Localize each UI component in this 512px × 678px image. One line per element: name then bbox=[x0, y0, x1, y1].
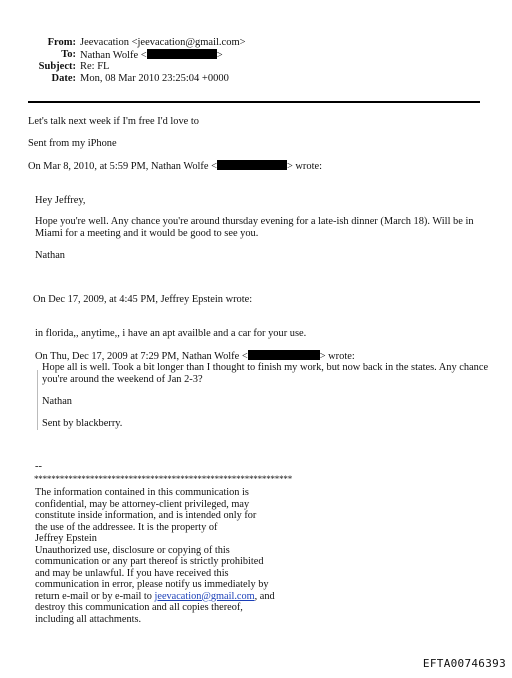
disclaimer-line: destroy this communication and all copies thereof, bbox=[35, 602, 243, 613]
disclaimer-line: Unauthorized use, disclosure or copying of this bbox=[35, 544, 230, 556]
disclaimer-line: The information contained in this communication is bbox=[35, 487, 249, 498]
disclaimer-line: communication in error, please notify us immediately by bbox=[35, 579, 269, 590]
quote-header-1-prefix: On Mar 8, 2010, at 5:59 PM, Nathan Wolfe < bbox=[28, 161, 217, 172]
disclaimer-email-prefix: return e-mail or by e-mail to bbox=[35, 590, 155, 602]
paragraph-2-line-2: you're around the weekend of Jan 2-3? bbox=[42, 374, 203, 385]
quote-bar bbox=[37, 370, 38, 430]
reply-line: Let's talk next week if I'm free I'd love to bbox=[28, 116, 199, 127]
redaction-box bbox=[248, 350, 320, 360]
disclaimer-line: confidential, may be attorney-client privileged, may bbox=[35, 498, 250, 510]
disclaimer-line: communication or any part thereof is strictly prohibited bbox=[35, 556, 264, 567]
quote-header-1 bbox=[28, 160, 322, 173]
disclaimer-line: Jeffrey Epstein bbox=[35, 533, 97, 544]
document-id: EFTA00746393 bbox=[422, 657, 506, 670]
paragraph-2-line-1: Hope all is well. Took a bit longer than I thought to finish my work, but now back in the states. Any chance bbox=[42, 362, 489, 373]
date-label: Date: bbox=[51, 73, 76, 84]
paragraph-1-line-2: Miami for a meeting and it would be good to see you. bbox=[35, 228, 259, 239]
signature-dashes: -- bbox=[35, 461, 42, 472]
signature-1: Nathan bbox=[35, 250, 66, 261]
subject-label: Subject: bbox=[38, 61, 76, 72]
greeting: Hey Jeffrey, bbox=[35, 195, 86, 206]
stars-divider: ************************************************************ bbox=[34, 474, 293, 484]
sent-from-line: Sent from my iPhone bbox=[28, 138, 117, 149]
redaction-box bbox=[217, 160, 287, 170]
disclaimer-line: and may be unlawful. If you have received this bbox=[35, 567, 229, 579]
disclaimer-block bbox=[35, 487, 275, 625]
quote-header-2: On Dec 17, 2009, at 4:45 PM, Jeffrey Epstein wrote: bbox=[33, 294, 253, 305]
disclaimer-line: constitute inside information, and is intended only for bbox=[35, 510, 257, 521]
sent-by-line: Sent by blackberry. bbox=[42, 418, 123, 429]
date-value: Mon, 08 Mar 2010 23:25:04 +0000 bbox=[80, 73, 229, 84]
to-label: To: bbox=[61, 49, 76, 60]
to-value-prefix: Nathan Wolfe < bbox=[80, 50, 147, 61]
disclaimer-line: the use of the addressee. It is the property of bbox=[35, 521, 218, 533]
quote-header-3-prefix: On Thu, Dec 17, 2009 at 7:29 PM, Nathan Wolfe < bbox=[35, 351, 248, 362]
redaction-box bbox=[147, 49, 217, 59]
subject-value: Re: FL bbox=[80, 61, 110, 72]
disclaimer-line: including all attachments. bbox=[35, 613, 142, 625]
disclaimer-email-suffix: , and bbox=[254, 590, 275, 602]
paragraph-1-line-1: Hope you're well. Any chance you're around thursday evening for a late-ish dinner (March 18). Will be in bbox=[35, 216, 474, 227]
to-value-suffix: > bbox=[216, 50, 223, 61]
disclaimer-line-email bbox=[35, 591, 275, 603]
quote-header-1-suffix: > wrote: bbox=[286, 161, 322, 172]
quote-header-3-suffix: > wrote: bbox=[319, 351, 355, 362]
from-value: Jeevacation <jeevacation@gmail.com> bbox=[80, 37, 246, 48]
header-divider bbox=[28, 101, 480, 103]
florida-line: in florida,, anytime,, i have an apt availble and a car for your use. bbox=[35, 328, 307, 339]
email-link[interactable]: jeevacation@gmail.com bbox=[154, 590, 255, 602]
signature-2: Nathan bbox=[42, 396, 73, 407]
from-label: From: bbox=[47, 37, 76, 48]
